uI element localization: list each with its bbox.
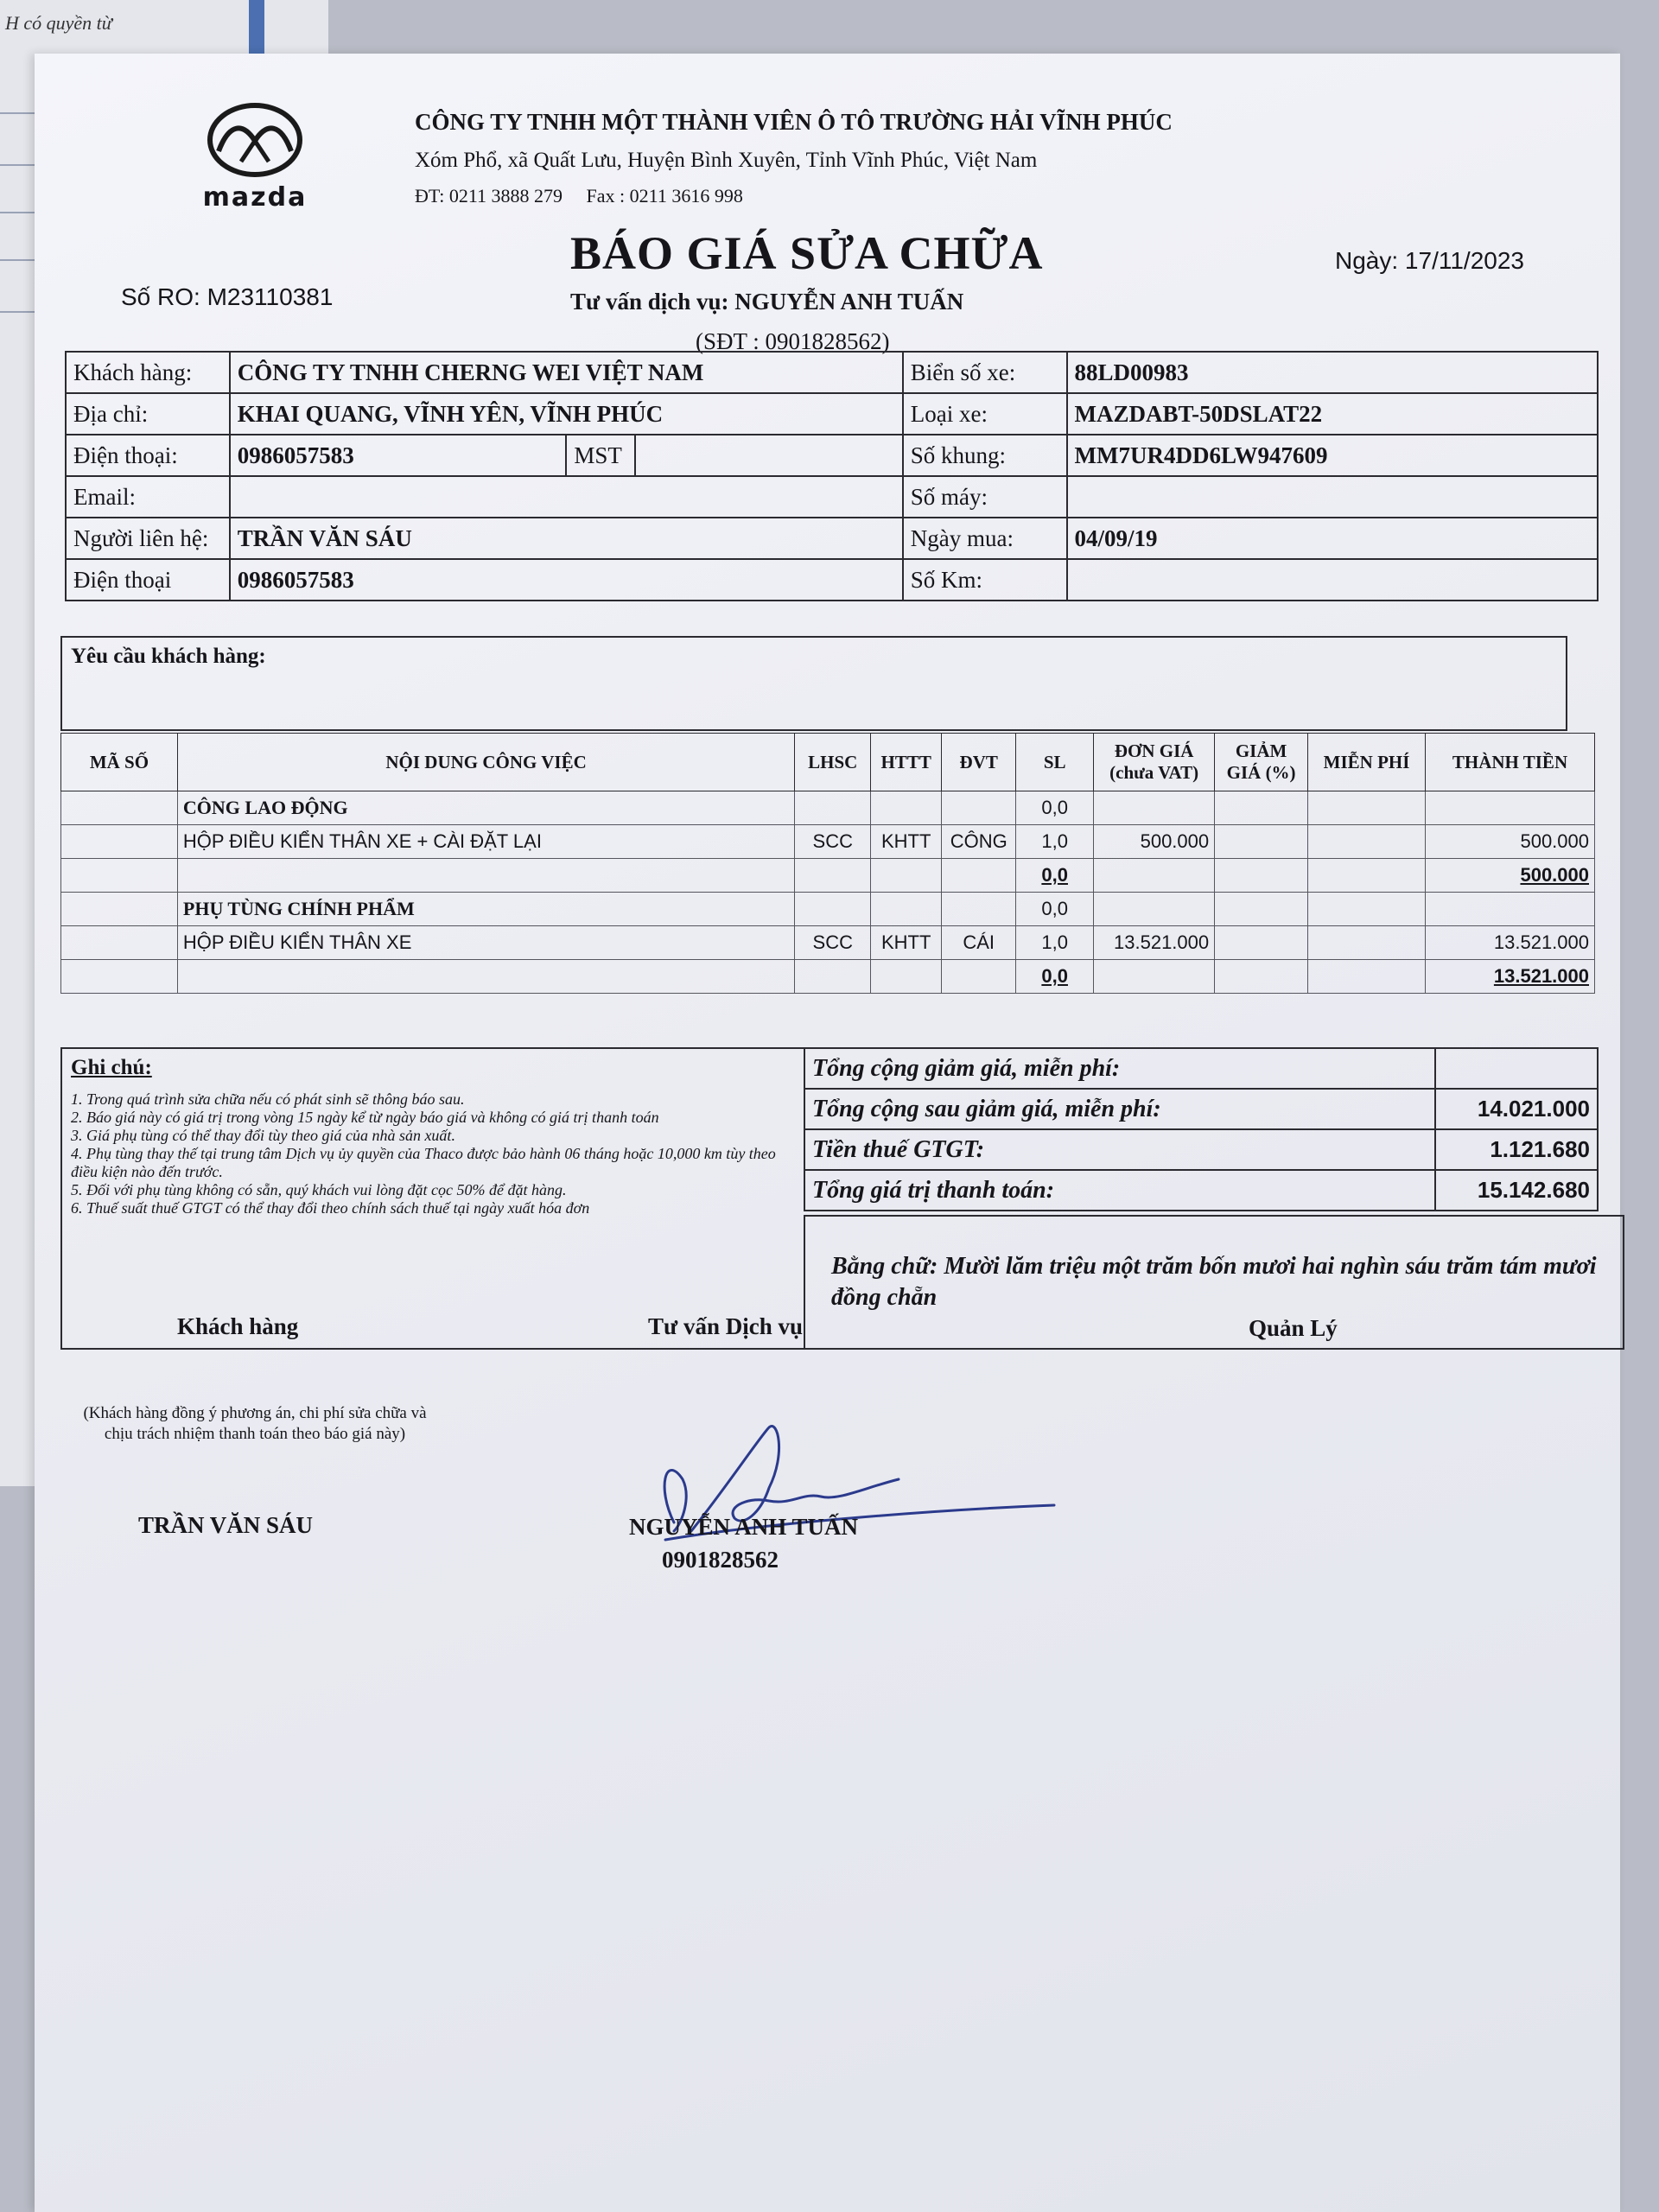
address-label: Địa chỉ: xyxy=(66,393,230,435)
company-address: Xóm Phổ, xã Quất Lưu, Huyện Bình Xuyên, Tỉnh Vĩnh Phúc, Việt Nam xyxy=(415,149,1038,172)
info-row xyxy=(66,352,1598,393)
header-lhsc: LHSC xyxy=(795,734,871,791)
grand-total: 15.142.680 xyxy=(1435,1170,1598,1211)
table-row xyxy=(61,893,1595,926)
phone-label: Điện thoại: xyxy=(66,435,230,476)
contact-phone-label: Điện thoại xyxy=(66,559,230,601)
parts-item-price: 13.521.000 xyxy=(1094,926,1215,960)
grand-total-label: Tổng giá trị thanh toán: xyxy=(804,1170,1435,1211)
contact-label: Người liên hệ: xyxy=(66,518,230,559)
customer-phone: 0986057583 xyxy=(230,435,567,476)
labor-item-lhsc: SCC xyxy=(795,825,871,859)
customer-email xyxy=(230,476,903,518)
header-discount-line2: GIÁ (%) xyxy=(1226,762,1296,783)
background-blue-strip xyxy=(249,0,264,54)
mazda-wordmark: mazda xyxy=(202,182,308,213)
notes-title: Ghi chú: xyxy=(71,1056,152,1079)
header-free: MIỄN PHÍ xyxy=(1308,734,1426,791)
table-row xyxy=(61,859,1595,893)
company-phone-fax: ĐT: 0211 3888 279 Fax : 0211 3616 998 xyxy=(415,185,743,207)
km-value xyxy=(1067,559,1598,601)
quotation-document xyxy=(35,54,1620,2212)
parts-item-description: HỘP ĐIỀU KIỂN THÂN XE xyxy=(177,926,794,960)
km-label: Số Km: xyxy=(903,559,1067,601)
header-sl: SL xyxy=(1016,734,1094,791)
customer-address: KHAI QUANG, VĨNH YÊN, VĨNH PHÚC xyxy=(230,393,903,435)
parts-item-lhsc: SCC xyxy=(795,926,871,960)
table-row xyxy=(61,825,1595,859)
header-httt: HTTT xyxy=(871,734,942,791)
total-after-discount: 14.021.000 xyxy=(1435,1089,1598,1129)
info-row xyxy=(66,393,1598,435)
table-header-row xyxy=(61,734,1595,791)
note-item: 5. Đối với phụ tùng không có sẵn, quý khách vui lòng đặt cọc 50% để đặt hàng. xyxy=(71,1181,567,1198)
contact-phone: 0986057583 xyxy=(230,559,903,601)
company-name: CÔNG TY TNHH MỘT THÀNH VIÊN Ô TÔ TRƯỜNG HẢI VĨNH PHÚC xyxy=(415,109,1173,135)
note-item: 6. Thuế suất thuế GTGT có thể thay đổi theo chính sách thuế tại ngày xuất hóa đơn xyxy=(71,1199,590,1217)
advisor-signature-phone: 0901828562 xyxy=(662,1547,779,1573)
parts-group-title: PHỤ TÙNG CHÍNH PHẨM xyxy=(177,893,794,926)
header-total: THÀNH TIỀN xyxy=(1426,734,1595,791)
amount-in-words: Bằng chữ: Mười lăm triệu một trăm bốn mươi hai nghìn sáu trăm tám mươi đồng chẵn xyxy=(804,1215,1624,1350)
total-discount xyxy=(1435,1048,1598,1089)
customer-name: CÔNG TY TNHH CHERNG WEI VIỆT NAM xyxy=(230,352,903,393)
plate-label: Biển số xe: xyxy=(903,352,1067,393)
labor-subtotal-qty: 0,0 xyxy=(1041,864,1068,886)
totals-row xyxy=(804,1048,1598,1089)
tax-code xyxy=(635,435,902,476)
header-discount xyxy=(1215,734,1308,791)
parts-item-httt: KHTT xyxy=(871,926,942,960)
labor-item-amount: 500.000 xyxy=(1426,825,1595,859)
manager-signature-title: Quản Lý xyxy=(1249,1315,1338,1341)
vin-number: MM7UR4DD6LW947609 xyxy=(1067,435,1598,476)
labor-item-price: 500.000 xyxy=(1094,825,1215,859)
vehicle-model: MAZDABT-50DSLAT22 xyxy=(1067,393,1598,435)
parts-item-unit: CÁI xyxy=(942,926,1016,960)
total-discount-label: Tổng cộng giảm giá, miễn phí: xyxy=(804,1048,1435,1089)
customer-vehicle-table xyxy=(65,351,1599,601)
parts-subtotal-qty: 0,0 xyxy=(1041,965,1068,987)
header-discount-line1: GIẢM xyxy=(1235,741,1287,761)
mazda-logo xyxy=(199,101,311,213)
labor-item-qty: 1,0 xyxy=(1016,825,1094,859)
labor-group-title: CÔNG LAO ĐỘNG xyxy=(177,791,794,825)
header-dvt: ĐVT xyxy=(942,734,1016,791)
labor-group-qty: 0,0 xyxy=(1016,791,1094,825)
service-advisor: Tư vấn dịch vụ: NGUYỄN ANH TUẤN xyxy=(570,289,964,315)
purchase-date-label: Ngày mua: xyxy=(903,518,1067,559)
mazda-emblem-icon xyxy=(207,101,303,179)
parts-subtotal: 13.521.000 xyxy=(1493,965,1589,987)
table-row xyxy=(61,960,1595,994)
info-row xyxy=(66,518,1598,559)
info-row xyxy=(66,435,1598,476)
labor-item-unit: CÔNG xyxy=(942,825,1016,859)
customer-signature-note: (Khách hàng đồng ý phương án, chi phí sửa chữa và chịu trách nhiệm thanh toán theo báo giá này) xyxy=(83,1404,427,1443)
contact-name: TRẦN VĂN SÁU xyxy=(230,518,903,559)
note-item: 1. Trong quá trình sửa chữa nếu có phát sinh sẽ thông báo sau. xyxy=(71,1090,465,1108)
document-title: BÁO GIÁ SỬA CHỮA xyxy=(570,227,1044,279)
labor-subtotal: 500.000 xyxy=(1520,864,1589,886)
notes-box xyxy=(60,1047,804,1350)
header-unit-price xyxy=(1094,734,1215,791)
totals-row xyxy=(804,1129,1598,1170)
customer-signature-title: Khách hàng xyxy=(177,1313,299,1339)
model-label: Loại xe: xyxy=(903,393,1067,435)
customer-request-label: Yêu cầu khách hàng: xyxy=(71,645,266,668)
service-advisor-phone: (SĐT : 0901828562) xyxy=(696,328,890,354)
vat-label: Tiền thuế GTGT: xyxy=(804,1129,1435,1170)
vin-label: Số khung: xyxy=(903,435,1067,476)
totals-table xyxy=(804,1047,1599,1211)
purchase-date: 04/09/19 xyxy=(1067,518,1598,559)
total-after-discount-label: Tổng cộng sau giảm giá, miễn phí: xyxy=(804,1089,1435,1129)
ro-number: Số RO: M23110381 xyxy=(121,283,334,310)
plate-number: 88LD00983 xyxy=(1067,352,1598,393)
email-label: Email: xyxy=(66,476,230,518)
header-unit-price-line1: ĐƠN GIÁ xyxy=(1114,741,1194,761)
background-fragment-text: H có quyền từ xyxy=(5,12,112,34)
table-row xyxy=(61,791,1595,825)
customer-signature-name: TRẦN VĂN SÁU xyxy=(138,1512,314,1538)
note-item: 3. Giá phụ tùng có thể thay đổi tùy theo giá của nhà sản xuất. xyxy=(71,1127,455,1144)
document-date: Ngày: 17/11/2023 xyxy=(1335,247,1524,274)
info-row xyxy=(66,559,1598,601)
parts-item-amount: 13.521.000 xyxy=(1426,926,1595,960)
engine-label: Số máy: xyxy=(903,476,1067,518)
totals-row xyxy=(804,1089,1598,1129)
info-row xyxy=(66,476,1598,518)
advisor-signature-name: NGUYỄN ANH TUẤN xyxy=(629,1514,859,1540)
advisor-signature-title: Tư vấn Dịch vụ xyxy=(648,1313,803,1339)
table-row xyxy=(61,926,1595,960)
note-item: 2. Báo giá này có giá trị trong vòng 15 ngày kể từ ngày báo giá và không có giá trị thanh toán xyxy=(71,1109,659,1126)
header-unit-price-line2: (chưa VAT) xyxy=(1109,762,1199,783)
parts-item-qty: 1,0 xyxy=(1016,926,1094,960)
note-item: 4. Phụ tùng thay thế tại trung tâm Dịch vụ ủy quyền của Thaco được bảo hành 06 tháng hoặc 10,000 km tùy theo điều kiện nào đến trước. xyxy=(71,1145,776,1180)
customer-request-box xyxy=(60,636,1567,731)
header-code: MÃ SỐ xyxy=(61,734,178,791)
header-content: NỘI DUNG CÔNG VIỆC xyxy=(177,734,794,791)
engine-number xyxy=(1067,476,1598,518)
totals-row xyxy=(804,1170,1598,1211)
vat-amount: 1.121.680 xyxy=(1435,1129,1598,1170)
tax-code-label: MST xyxy=(566,435,635,476)
parts-group-qty: 0,0 xyxy=(1016,893,1094,926)
labor-item-httt: KHTT xyxy=(871,825,942,859)
labor-item-description: HỘP ĐIỀU KIỂN THÂN XE + CÀI ĐẶT LẠI xyxy=(177,825,794,859)
work-items-table xyxy=(60,733,1595,994)
customer-name-label: Khách hàng: xyxy=(66,352,230,393)
